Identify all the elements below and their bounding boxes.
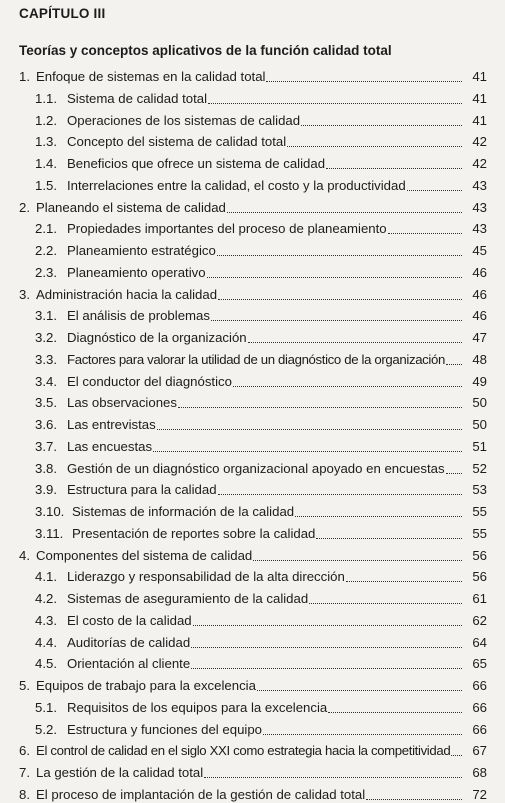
- toc-number: 3.10.: [35, 504, 65, 519]
- toc-page-number: 66: [472, 699, 487, 715]
- toc-title: Diagnóstico de la organización: [67, 330, 247, 345]
- toc-section: [19, 672, 487, 694]
- toc-number: 3.: [19, 286, 30, 302]
- toc-title: Sistemas de aseguramiento de la calidad: [67, 591, 309, 606]
- toc-number: 2.2.: [35, 243, 57, 258]
- toc-number: 1.2.: [35, 112, 57, 128]
- toc-number: 7.: [19, 765, 30, 780]
- toc-title: Presentación de reportes sobre la calidad: [72, 525, 316, 541]
- toc-title: Planeando el sistema de calidad: [36, 199, 226, 215]
- toc-page-number: 46: [472, 308, 487, 324]
- dot-leader: [407, 189, 462, 191]
- dot-leader: [366, 798, 462, 800]
- toc-page-number: 65: [472, 656, 487, 672]
- toc-subsection: [35, 476, 487, 498]
- dot-leader: [233, 385, 462, 387]
- toc-section: [19, 542, 487, 564]
- toc-page-number: 53: [472, 482, 487, 498]
- toc-title: Gestión de un diagnóstico organizacional apoyado en encuestas: [67, 460, 445, 476]
- toc-title: Requisitos de los equipos para la excelencia: [67, 699, 328, 715]
- dot-leader: [301, 124, 462, 126]
- toc-subsection: [35, 259, 487, 281]
- dot-leader: [346, 580, 462, 582]
- toc-subsection: [35, 389, 487, 411]
- toc-title: Propiedades importantes del proceso de planeamiento: [67, 221, 387, 237]
- dot-leader: [388, 232, 462, 234]
- toc-page-number: 56: [472, 569, 487, 585]
- toc-title: El conductor del diagnóstico: [67, 373, 232, 389]
- toc-title: Estructura y funciones del equipo: [67, 721, 262, 737]
- dot-leader: [178, 406, 462, 408]
- toc-page-number: 66: [472, 721, 487, 737]
- toc-subsection: [35, 237, 487, 259]
- toc-page-number: 67: [472, 743, 487, 759]
- toc-page-number: 50: [472, 417, 487, 432]
- dot-leader: [191, 646, 462, 648]
- toc-subsection: [35, 498, 487, 520]
- toc-section: [19, 194, 487, 216]
- toc-page-number: 51: [472, 438, 487, 454]
- toc-subsection: [35, 85, 487, 107]
- toc-number: 2.1.: [35, 221, 57, 237]
- dot-leader: [193, 624, 462, 626]
- dot-leader: [316, 537, 462, 539]
- toc-subsection: [35, 346, 487, 368]
- toc-number: 3.8.: [35, 460, 57, 476]
- dot-leader: [248, 341, 462, 343]
- dot-leader: [326, 167, 462, 169]
- dot-leader: [328, 711, 462, 713]
- dot-leader: [446, 472, 462, 474]
- toc-number: 4.: [19, 547, 30, 563]
- toc-title: Orientación al cliente: [67, 656, 191, 672]
- toc-page-number: 41: [472, 69, 487, 84]
- toc-title: El costo de la calidad: [67, 612, 192, 628]
- toc-subsection: [35, 368, 487, 390]
- toc-title: Sistema de calidad total: [67, 90, 208, 106]
- toc-number: 4.3.: [35, 612, 57, 628]
- dot-leader: [191, 667, 462, 669]
- toc-subsection: [35, 694, 487, 716]
- toc-number: 3.4.: [35, 373, 57, 389]
- toc-subsection: [35, 716, 487, 738]
- toc-page-number: 50: [472, 395, 487, 411]
- toc-number: 3.3.: [35, 351, 57, 367]
- toc-page-number: 47: [472, 330, 487, 345]
- toc-page-number: 43: [472, 221, 487, 237]
- toc-number: 4.4.: [35, 634, 57, 650]
- dot-leader: [218, 298, 462, 300]
- toc-page-number: 46: [472, 286, 487, 302]
- toc-subsection: [35, 150, 487, 172]
- toc-number: 3.11.: [35, 525, 64, 541]
- toc-section: [19, 63, 487, 85]
- toc-number: 3.6.: [35, 417, 57, 432]
- toc-title: Equipos de trabajo para la excelencia: [36, 678, 256, 693]
- toc-title: Las encuestas: [67, 438, 153, 454]
- toc-page-number: 68: [472, 765, 487, 780]
- toc-number: 1.1.: [35, 90, 57, 106]
- toc-number: 3.7.: [35, 438, 57, 454]
- toc-page-number: 61: [472, 591, 487, 606]
- toc-title: Auditorías de calidad: [67, 634, 191, 650]
- toc-number: 2.3.: [35, 264, 57, 280]
- toc-number: 3.9.: [35, 482, 57, 498]
- toc-title: Planeamiento estratégico: [67, 243, 216, 258]
- toc-number: 5.2.: [35, 721, 57, 737]
- toc-number: 1.: [19, 69, 30, 84]
- dot-leader: [257, 689, 462, 691]
- toc-title: Interrelaciones entre la calidad, el costo y la productividad: [67, 177, 406, 193]
- toc-number: 1.5.: [35, 177, 57, 193]
- toc-number: 3.1.: [35, 308, 57, 324]
- dot-leader: [253, 559, 462, 561]
- toc-title: El proceso de implantación de la gestión de calidad total: [36, 786, 366, 802]
- toc-number: 3.2.: [35, 330, 57, 345]
- toc-page-number: 56: [472, 547, 487, 563]
- toc-subsection: [35, 128, 487, 150]
- toc-title: Componentes del sistema de calidad: [36, 547, 253, 563]
- toc-page-number: 41: [472, 112, 487, 128]
- toc-page-number: 42: [472, 134, 487, 150]
- dot-leader: [208, 102, 462, 104]
- toc-title: El control de calidad en el siglo XXI como estrategia hacia la competitividad: [36, 743, 451, 759]
- toc-section: [19, 737, 487, 759]
- dot-leader: [218, 493, 462, 495]
- toc-page-number: 43: [472, 199, 487, 215]
- toc-page-number: 55: [472, 504, 487, 519]
- toc-number: 2.: [19, 199, 30, 215]
- toc-title: Estructura para la calidad: [67, 482, 217, 498]
- toc-title: La gestión de la calidad total: [36, 765, 204, 780]
- toc-title: Sistemas de información de la calidad: [72, 504, 295, 519]
- toc-number: 4.1.: [35, 569, 57, 585]
- toc-section: [19, 281, 487, 303]
- toc-page-number: 48: [472, 351, 487, 367]
- toc-number: 5.: [19, 678, 30, 693]
- toc-subsection: [35, 563, 487, 585]
- dot-leader: [227, 211, 462, 213]
- dot-leader: [266, 80, 462, 82]
- toc-page-number: 52: [472, 460, 487, 476]
- toc-page-number: 46: [472, 264, 487, 280]
- toc-subsection: [35, 629, 487, 651]
- toc-title: Concepto del sistema de calidad total: [67, 134, 287, 150]
- chapter-title: Teorías y conceptos aplicativos de la función calidad total: [19, 43, 392, 58]
- toc-subsection: [35, 607, 487, 629]
- toc-number: 1.3.: [35, 134, 57, 150]
- chapter-label: CAPÍTULO III: [19, 6, 106, 21]
- toc-title: Planeamiento operativo: [67, 264, 206, 280]
- toc-subsection: [35, 520, 487, 542]
- toc-title: El análisis de problemas: [67, 308, 210, 324]
- toc-subsection: [35, 215, 487, 237]
- toc-page-number: 49: [472, 373, 487, 389]
- dot-leader: [451, 754, 462, 756]
- dot-leader: [157, 428, 462, 430]
- toc-subsection: [35, 650, 487, 672]
- toc-section: [19, 759, 487, 781]
- toc-title: Enfoque de sistemas en la calidad total: [36, 69, 266, 84]
- toc-section: [19, 781, 487, 803]
- toc-page-number: 62: [472, 612, 487, 628]
- toc-page-number: 41: [472, 90, 487, 106]
- toc-number: 6.: [19, 743, 30, 759]
- toc-title: Las entrevistas: [67, 417, 156, 432]
- dot-leader: [207, 276, 462, 278]
- dot-leader: [217, 254, 462, 256]
- toc-number: 3.5.: [35, 395, 57, 411]
- toc-subsection: [35, 302, 487, 324]
- toc-page-number: 66: [472, 678, 487, 693]
- dot-leader: [287, 145, 462, 147]
- toc-number: 4.2.: [35, 591, 57, 606]
- toc-subsection: [35, 433, 487, 455]
- toc-subsection: [35, 585, 487, 607]
- toc-subsection: [35, 411, 487, 433]
- dot-leader: [153, 450, 462, 452]
- toc-subsection: [35, 455, 487, 477]
- dot-leader: [263, 733, 462, 735]
- toc-page-number: 64: [472, 634, 487, 650]
- toc-page-number: 43: [472, 177, 487, 193]
- toc-number: 5.1.: [35, 699, 57, 715]
- toc-number: 4.5.: [35, 656, 57, 672]
- toc-title: Liderazgo y responsabilidad de la alta dirección: [67, 569, 345, 585]
- toc-title: Beneficios que ofrece un sistema de calidad: [67, 156, 326, 171]
- toc-subsection: [35, 107, 487, 129]
- dot-leader: [211, 319, 462, 321]
- dot-leader: [295, 515, 462, 517]
- toc-page-number: 45: [472, 243, 487, 258]
- toc-title: Administración hacia la calidad: [36, 286, 218, 302]
- toc-page-number: 55: [472, 525, 487, 541]
- toc-number: 1.4.: [35, 156, 57, 171]
- dot-leader: [309, 602, 462, 604]
- toc-subsection: [35, 172, 487, 194]
- toc-page-number: 42: [472, 156, 487, 171]
- toc-number: 8.: [19, 786, 30, 802]
- toc-subsection: [35, 324, 487, 346]
- toc-title: Factores para valorar la utilidad de un diagnóstico de la organización: [67, 351, 445, 367]
- dot-leader: [204, 776, 462, 778]
- toc-page-number: 72: [472, 786, 487, 802]
- toc-title: Operaciones de los sistemas de calidad: [67, 112, 301, 128]
- toc-title: Las observaciones: [67, 395, 177, 411]
- dot-leader: [446, 363, 462, 365]
